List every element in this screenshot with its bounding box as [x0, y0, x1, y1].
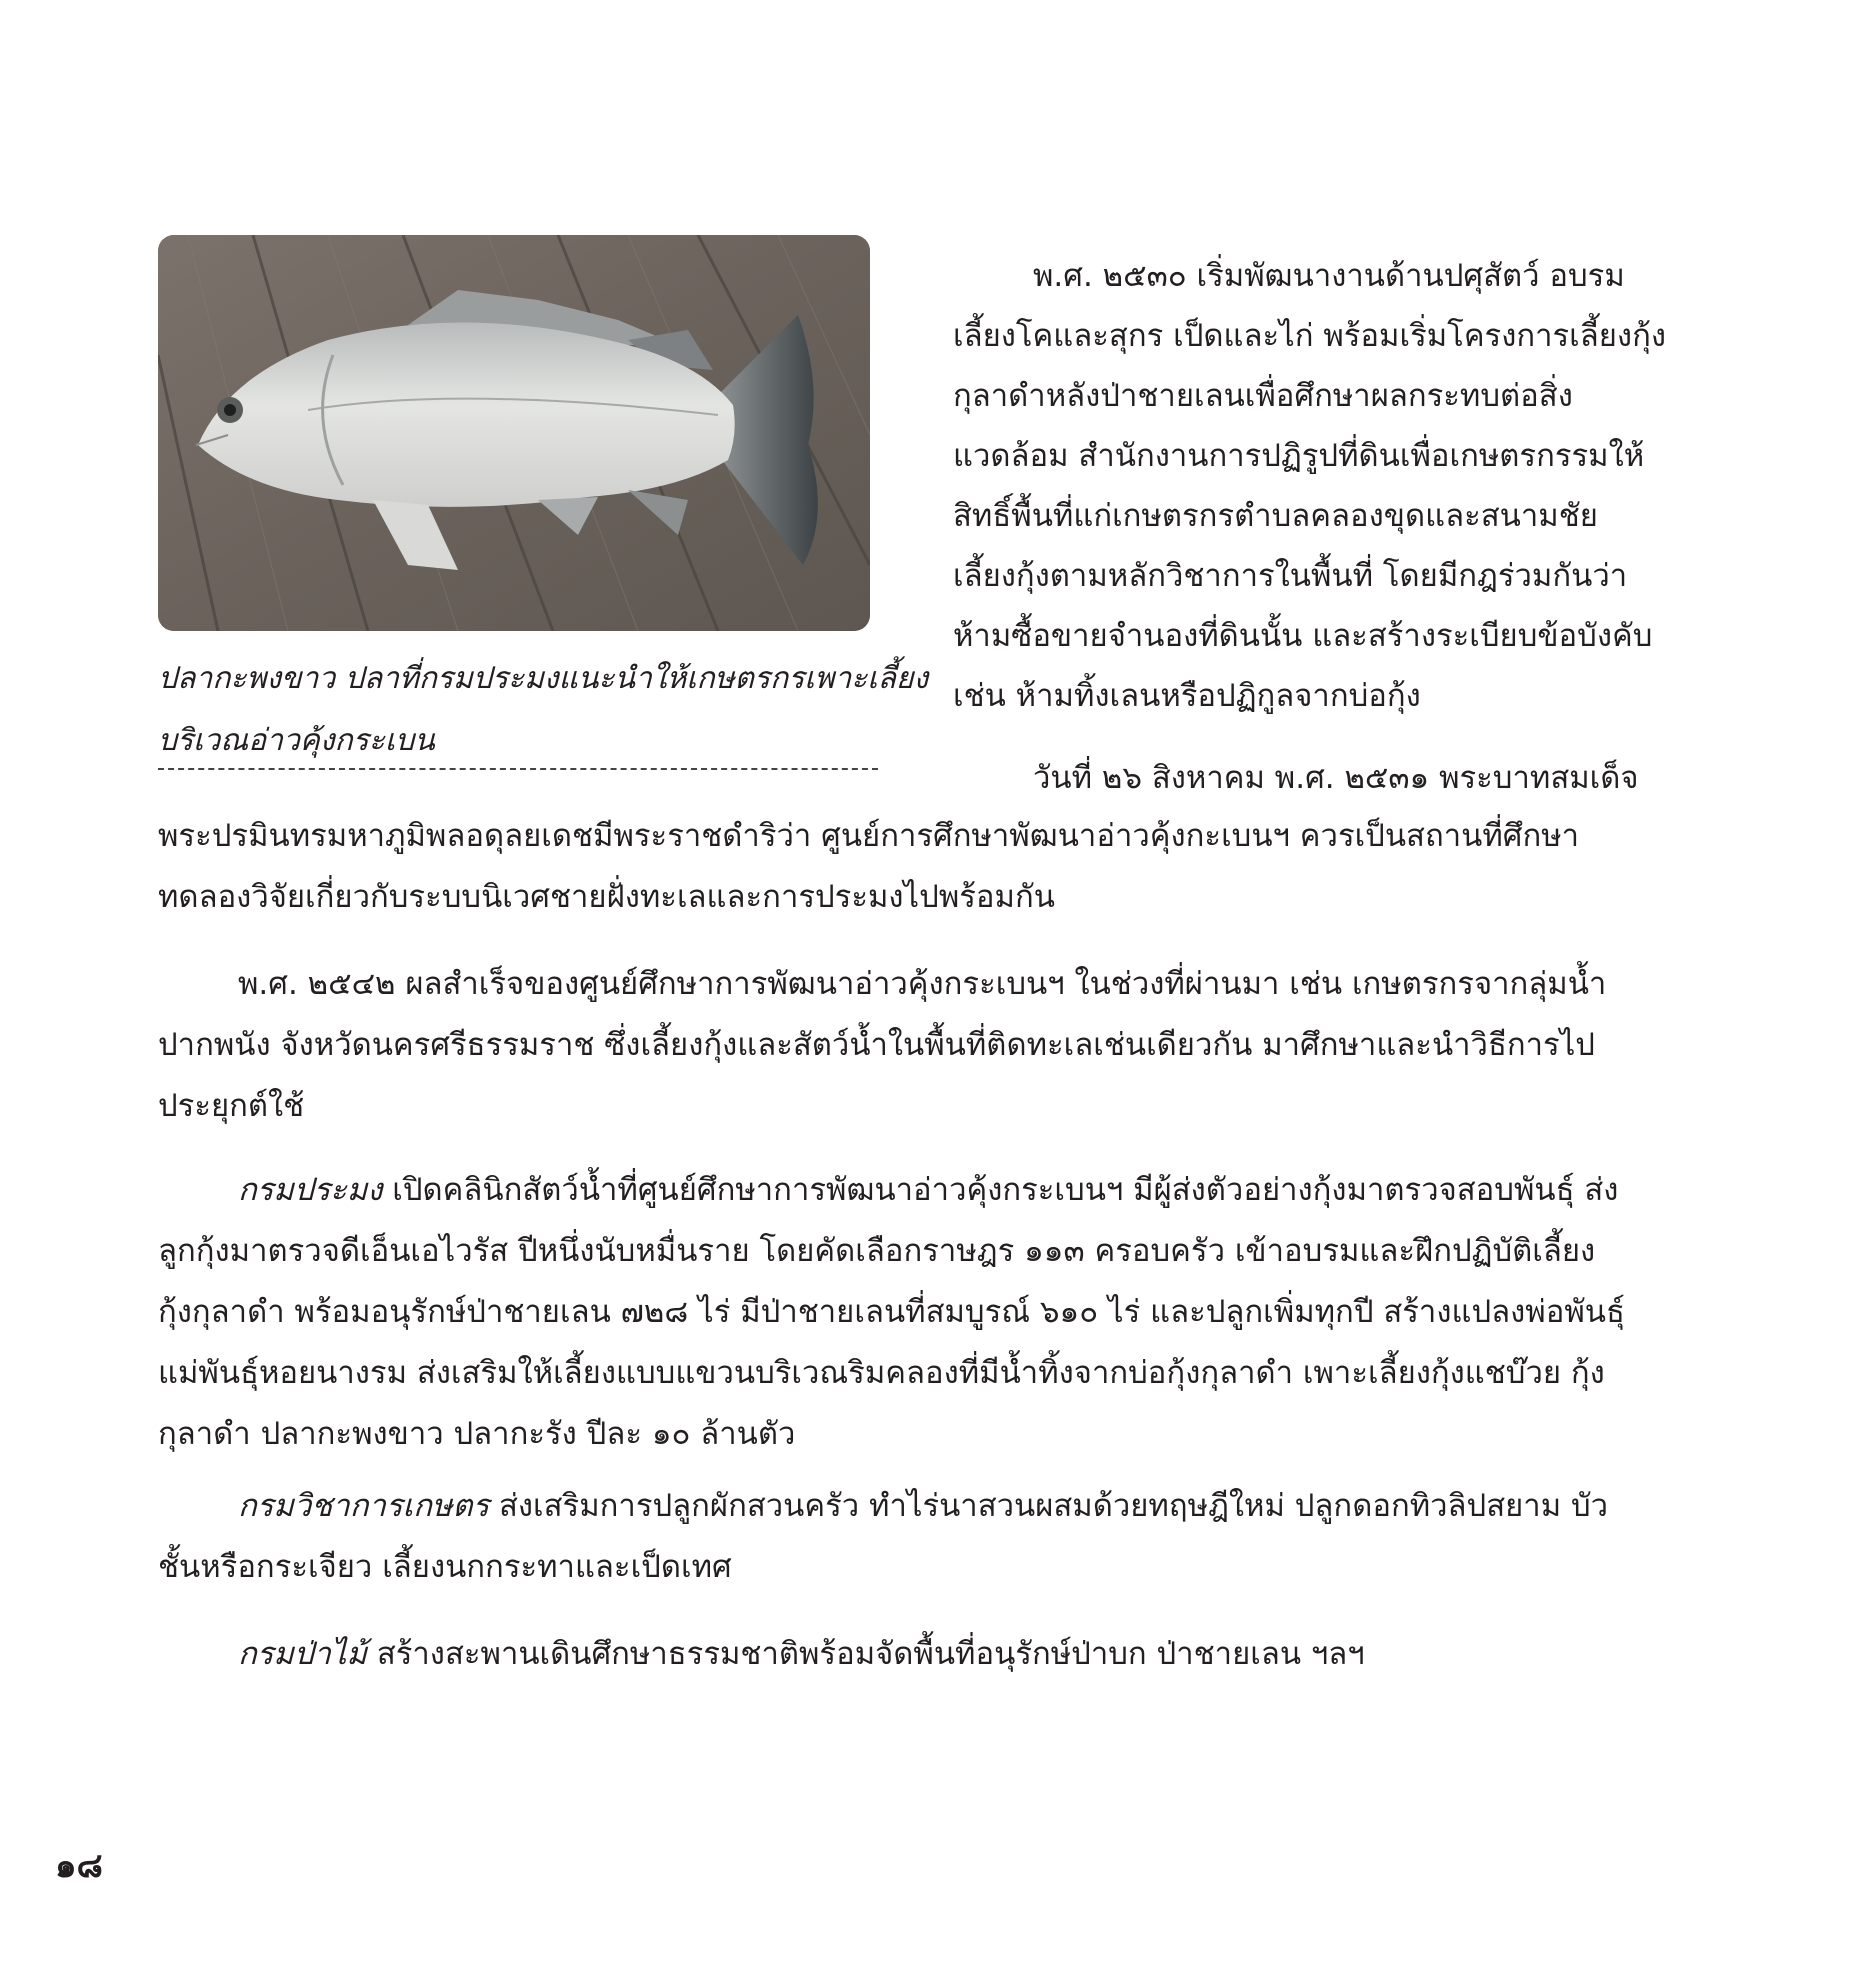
text-line: แวดล้อม สำนักงานการปฏิรูปที่ดินเพื่อเกษตรกรรมให้ [953, 438, 1645, 474]
text-line: กุลาดำหลังป่าชายเลนเพื่อศึกษาผลกระทบต่อสิ่ง [953, 378, 1573, 414]
text-line: กุลาดำ ปลากะพงขาว ปลากะรัง ปีละ ๑๐ ล้านตัว [158, 1416, 796, 1452]
text-line [158, 1160, 1663, 1221]
dotted-divider [158, 768, 878, 770]
text-line: ลูกกุ้งมาตรวจดีเอ็นเอไวรัส ปีหนึ่งนับหมื่นราย โดยคัดเลือกราษฎร ๑๑๓ ครอบครัว เข้าอบรมและฝึกปฏิบัติเลี้ยง [158, 1233, 1596, 1269]
text-line: เลี้ยงโคและสุกร เป็ดและไก่ พร้อมเริ่มโครงการเลี้ยงกุ้ง [953, 318, 1666, 354]
text-line: แม่พันธุ์หอยนางรม ส่งเสริมให้เลี้ยงแบบแขวนบริเวณริมคลองที่มีน้ำทิ้งจากบ่อกุ้งกุลาดำ เพาะเลี้ยงกุ้งแชบ๊วย กุ้ง [158, 1355, 1605, 1391]
paragraph-2530 [953, 246, 1666, 726]
department-label: กรมวิชาการเกษตร [238, 1488, 490, 1524]
paragraph-forestry [158, 1624, 1663, 1685]
text-line: ปากพนัง จังหวัดนครศรีธรรมราช ซึ่งเลี้ยงกุ้งและสัตว์น้ำในพื้นที่ติดทะเลเช่นเดียวกัน มาศึกษาและนำวิธีการไป [158, 1027, 1595, 1063]
photo-caption [158, 648, 929, 772]
paragraph-agriculture [158, 1476, 1663, 1598]
text-line: พ.ศ. ๒๕๓๐ เริ่มพัฒนางานด้านปศุสัตว์ อบรม [1033, 258, 1625, 294]
paragraph-2531 [158, 806, 1663, 928]
seabass-fish-image [158, 235, 870, 631]
text-line: สิทธิ์พื้นที่แก่เกษตรกรตำบลคลองขุดและสนามชัย [953, 498, 1598, 534]
text-line: กุ้งกุลาดำ พร้อมอนุรักษ์ป่าชายเลน ๗๒๘ ไร่ มีป่าชายเลนที่สมบูรณ์ ๖๑๐ ไร่ และปลูกเพิ่มทุกปี สร้างแปลงพ่อพันธุ์ [158, 1294, 1625, 1330]
text-fragment: เปิดคลินิกสัตว์น้ำที่ศูนย์ศึกษาการพัฒนาอ่าวคุ้งกระเบนฯ มีผู้ส่งตัวอย่างกุ้งมาตรวจสอบพันธุ์ ส่ง [382, 1172, 1619, 1208]
department-label: กรมป่าไม้ [238, 1636, 367, 1672]
text-line: พระปรมินทรมหาภูมิพลอดุลยเดชมีพระราชดำริว่า ศูนย์การศึกษาพัฒนาอ่าวคุ้งกะเบนฯ ควรเป็นสถานที่ศึกษา [158, 818, 1580, 854]
text-line: เช่น ห้ามทิ้งเลนหรือปฏิกูลจากบ่อกุ้ง [953, 678, 1421, 714]
text-line: ทดลองวิจัยเกี่ยวกับระบบนิเวศชายฝั่งทะเลและการประมงไปพร้อมกัน [158, 879, 1055, 915]
text-fragment: สร้างสะพานเดินศึกษาธรรมชาติพร้อมจัดพื้นที่อนุรักษ์ป่าบก ป่าชายเลน ฯลฯ [366, 1636, 1365, 1672]
page-number: ๑๘ [55, 1846, 103, 1886]
text-line [158, 1624, 1663, 1685]
text-line: ชั้นหรือกระเจียว เลี้ยงนกกระทาและเป็ดเทศ [158, 1549, 732, 1585]
paragraph-2542 [158, 954, 1663, 1137]
text-line: เลี้ยงกุ้งตามหลักวิชาการในพื้นที่ โดยมีกฎร่วมกันว่า [953, 558, 1628, 594]
caption-line: ปลากะพงขาว ปลาที่กรมประมงแนะนำให้เกษตรกรเพาะเลี้ยง [158, 661, 929, 696]
text-line: ประยุกต์ใช้ [158, 1088, 305, 1124]
paragraph-2531-first-line: วันที่ ๒๖ สิงหาคม พ.ศ. ๒๕๓๑ พระบาทสมเด็จ [1033, 760, 1639, 796]
caption-line: บริเวณอ่าวคุ้งกระเบน [158, 723, 435, 758]
text-line: ห้ามซื้อขายจำนองที่ดินนั้น และสร้างระเบียบข้อบังคับ [953, 618, 1653, 654]
paragraph-fisheries [158, 1160, 1663, 1465]
fish-photo [158, 235, 870, 631]
text-line [158, 1476, 1663, 1537]
text-fragment: ส่งเสริมการปลูกผักสวนครัว ทำไร่นาสวนผสมด้วยทฤษฎีใหม่ ปลูกดอกทิวลิปสยาม บัว [489, 1488, 1609, 1524]
text-line: พ.ศ. ๒๕๔๒ ผลสำเร็จของศูนย์ศึกษาการพัฒนาอ่าวคุ้งกระเบนฯ ในช่วงที่ผ่านมา เช่น เกษตรกรจากลุ่มน้ำ [238, 966, 1607, 1002]
department-label: กรมประมง [238, 1172, 383, 1208]
